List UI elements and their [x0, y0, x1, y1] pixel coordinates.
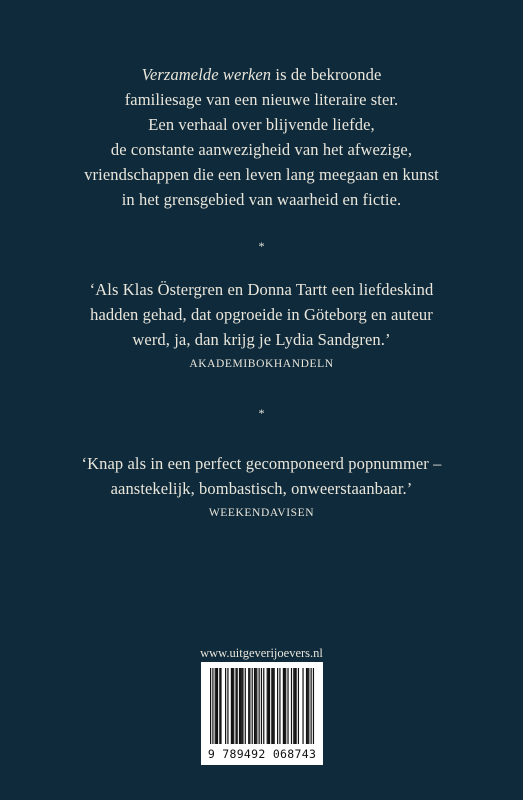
barcode-bar	[256, 668, 257, 744]
barcode-bar	[254, 668, 255, 744]
blurb	[0, 62, 523, 212]
blurb-line-3: Een verhaal over blijvende liefde,	[148, 115, 375, 134]
barcode-bar	[231, 668, 232, 744]
blurb-line-1: Verzamelde werken is de bekroonde	[141, 65, 382, 84]
barcode-bar	[302, 668, 303, 744]
quote1-source: AKADEMIBOKHANDELN	[189, 358, 334, 370]
blurb-line-5: vriendschappen die een leven lang meegaan en kunst	[84, 165, 439, 184]
barcode-bar	[277, 668, 278, 744]
barcode-bar	[227, 668, 228, 744]
isbn-number: 9 789492 068743	[207, 747, 317, 761]
blurb-line-2: familiesage van een nieuwe literaire ster.	[124, 90, 399, 109]
barcode-bar	[271, 668, 272, 744]
barcode-bar	[210, 668, 211, 744]
barcode-bar	[232, 668, 233, 744]
barcode-bar	[245, 668, 246, 744]
separator-asterisk: *	[258, 239, 265, 253]
quote-akademibokhandeln	[0, 277, 523, 377]
barcode-bars	[201, 662, 323, 748]
barcode-bar	[268, 668, 269, 744]
publisher-url: www.uitgeverijoevers.nl	[200, 646, 323, 660]
quote2-source: WEEKENDAVISEN	[208, 507, 315, 519]
barcode-bar	[219, 668, 220, 744]
book-title: Verzamelde werken	[141, 65, 272, 84]
barcode-bar	[313, 668, 314, 744]
barcode-bar	[291, 668, 292, 744]
barcode-bar	[311, 668, 312, 744]
barcode-bar	[216, 668, 217, 744]
barcode-bar	[239, 668, 240, 744]
quote2-line-2: aanstekelijk, bombastisch, onweerstaanbaar.’	[110, 479, 413, 498]
barcode-bar	[263, 668, 264, 744]
barcode-bar	[215, 668, 216, 744]
barcode-bar	[272, 668, 273, 744]
barcode-bar	[241, 668, 242, 744]
barcode-bar	[308, 668, 309, 744]
barcode-bar	[269, 668, 270, 744]
barcode-bar	[307, 668, 308, 744]
barcode-bar	[248, 668, 249, 744]
barcode-bar	[235, 668, 236, 744]
barcode-bar	[274, 668, 275, 744]
quote2-line-1: ‘Knap als in een perfect gecomponeerd popnummer –	[81, 454, 442, 473]
quote-weekendavisen	[0, 451, 523, 526]
barcode-bar	[252, 668, 253, 744]
barcode-bar	[298, 668, 299, 744]
blurb-line-6: in het grensgebied van waarheid en fictie.	[121, 190, 402, 209]
quote1-line-3: werd, ja, dan krijg je Lydia Sandgren.’	[132, 330, 391, 349]
quote1-line-1: ‘Als Klas Östergren en Donna Tartt een liefdeskind	[89, 280, 434, 299]
barcode-bar	[259, 668, 260, 744]
barcode-bar	[242, 668, 243, 744]
barcode-bar	[285, 668, 286, 744]
barcode-bar	[306, 668, 307, 744]
barcode-bar	[284, 668, 285, 744]
barcode-bar	[217, 668, 218, 744]
barcode-bar	[287, 668, 288, 744]
blurb-line-4: de constante aanwezigheid van het afwezige,	[110, 140, 413, 159]
isbn-barcode	[201, 662, 323, 765]
barcode-bar	[212, 668, 213, 744]
quote1-line-2: hadden gehad, dat opgroeide in Göteborg en auteur	[90, 305, 433, 324]
barcode-bar	[283, 668, 284, 744]
barcode-bar	[233, 668, 234, 744]
barcode-bar	[267, 668, 268, 744]
barcode-bar	[261, 668, 262, 744]
barcode-bar	[240, 668, 241, 744]
barcode-bar	[237, 668, 238, 744]
barcode-bar	[279, 668, 280, 744]
separator-asterisk: *	[258, 406, 265, 420]
barcode-bar	[225, 668, 226, 744]
barcode-bar	[255, 668, 256, 744]
barcode-bar	[220, 668, 221, 744]
barcode-bar	[296, 668, 297, 744]
barcode-bar	[293, 668, 294, 744]
barcode-bar	[294, 668, 295, 744]
barcode-bar	[249, 668, 250, 744]
